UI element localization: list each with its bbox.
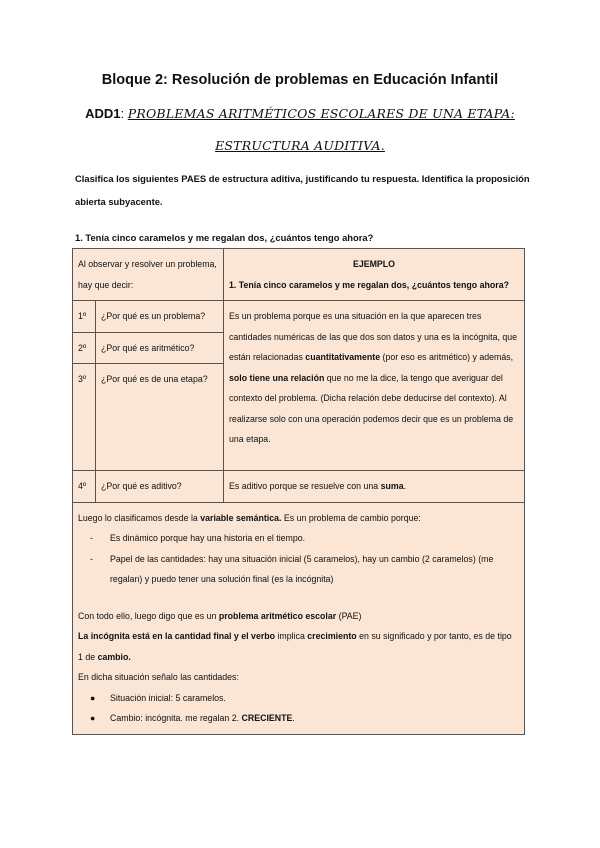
answer-text: Es aditivo porque se resuelve con una xyxy=(229,481,381,491)
activity-title-line1: PROBLEMAS ARITMÉTICOS ESCOLARES DE UNA ETAPA: xyxy=(127,106,515,121)
pae-paragraph xyxy=(78,606,519,627)
text-bold: variable semántica. xyxy=(200,512,282,523)
activity-separator: : xyxy=(120,106,128,121)
list-item-text: Situación inicial: 5 caramelos. xyxy=(110,692,226,703)
dash-marker: - xyxy=(90,553,93,564)
header-left-cell: Al observar y resolver un problema, hay que decir: xyxy=(73,249,224,301)
text-bold: cambio. xyxy=(97,651,131,662)
intro-instructions: Clasifica los siguientes PAES de estructura aditiva, justificando tu respuesta. Identifica la proposición abierta subyacente. xyxy=(75,173,530,207)
text-bold: problema aritmético escolar xyxy=(218,610,337,621)
row-number: 3º xyxy=(73,364,96,471)
question-heading: 1. Tenía cinco caramelos y me regalan dos, ¿cuántos tengo ahora? xyxy=(75,232,374,243)
row-question: ¿Por qué es un problema? xyxy=(96,301,224,333)
table-row xyxy=(73,471,525,503)
answer-text: que no me la dice, la tengo que averiguar del contexto del problema. (Dicha relación debe deducirse del contexto). Al realizarse solo con una operación podemos decir que es un problema de una etapa. xyxy=(229,372,514,444)
text: implica xyxy=(275,631,308,641)
row-number: 2º xyxy=(73,332,96,364)
answer-problem-cell xyxy=(224,301,525,471)
text-bold: La incógnita está en la cantidad final y el verbo xyxy=(78,631,276,641)
row-question: ¿Por qué es aditivo? xyxy=(96,471,224,503)
list-item xyxy=(78,549,519,590)
list-item-text: Es dinámico porque hay una historia en el tiempo. xyxy=(110,533,306,543)
row-question: ¿Por qué es aritmético? xyxy=(96,332,224,364)
table-row xyxy=(73,301,525,333)
list-item-text: Papel de las cantidades: hay una situación inicial (5 caramelos), hay un cambio (2 caramelos) (me regalan) y puedo tener una solución final (es la incógnita) xyxy=(110,553,494,584)
classification-paragraph xyxy=(78,508,519,529)
dash-marker: - xyxy=(90,533,93,543)
analysis-table xyxy=(72,248,525,735)
text: en su significado y por tanto, es de tipo 1 de xyxy=(78,631,512,662)
answer-text: Es un problema porque es una situación en la que aparecen tres cantidades numéricas de las que dos son datos y una es la incógnita, que están relacionadas xyxy=(229,311,518,362)
classification-cell xyxy=(73,502,525,734)
bullet-marker: ● xyxy=(90,713,96,723)
header-right-cell xyxy=(224,249,525,301)
text: Con todo ello, luego digo que es un xyxy=(78,610,219,621)
example-text: 1. Tenía cinco caramelos y me regalan dos, ¿cuántos tengo ahora? xyxy=(229,279,509,290)
unknown-paragraph xyxy=(78,626,519,667)
answer-text: (por eso es aritmético) y además, xyxy=(380,352,514,362)
list-item xyxy=(78,688,519,709)
text: (PAE) xyxy=(336,610,362,621)
table-header-row xyxy=(73,249,525,301)
activity-subtitle xyxy=(0,106,600,121)
table-row xyxy=(73,502,525,734)
row-number: 4º xyxy=(73,471,96,503)
list-item xyxy=(78,528,519,549)
bullet-marker: ● xyxy=(90,692,96,703)
text-bold: crecimiento xyxy=(307,631,357,641)
answer-bold: suma xyxy=(380,481,404,491)
activity-code: ADD1 xyxy=(85,106,121,121)
answer-bold: solo tiene una relación xyxy=(229,372,325,383)
row-question: ¿Por qué es de una etapa? xyxy=(96,364,224,471)
dash-list xyxy=(78,528,519,590)
list-item xyxy=(78,708,519,729)
answer-text: . xyxy=(403,481,407,491)
answer-bold: cuantitativamente xyxy=(305,352,381,362)
quantities-paragraph: En dicha situación señalo las cantidades: xyxy=(78,672,239,682)
list-item-text: Cambio: incógnita. me regalan 2. xyxy=(110,713,242,723)
document-title: Bloque 2: Resolución de problemas en Educación Infantil xyxy=(101,72,499,88)
example-heading: EJEMPLO xyxy=(352,259,396,269)
answer-additive-cell xyxy=(224,471,525,503)
bullet-list xyxy=(78,688,519,729)
activity-title-line2: ESTRUCTURA AUDITIVA. xyxy=(215,138,385,153)
text: Luego lo clasificamos desde la xyxy=(78,512,201,523)
text: Es un problema de cambio porque: xyxy=(281,512,421,523)
text: . xyxy=(292,713,295,723)
text-bold: CRECIENTE xyxy=(241,713,293,723)
row-number: 1º xyxy=(73,301,96,333)
